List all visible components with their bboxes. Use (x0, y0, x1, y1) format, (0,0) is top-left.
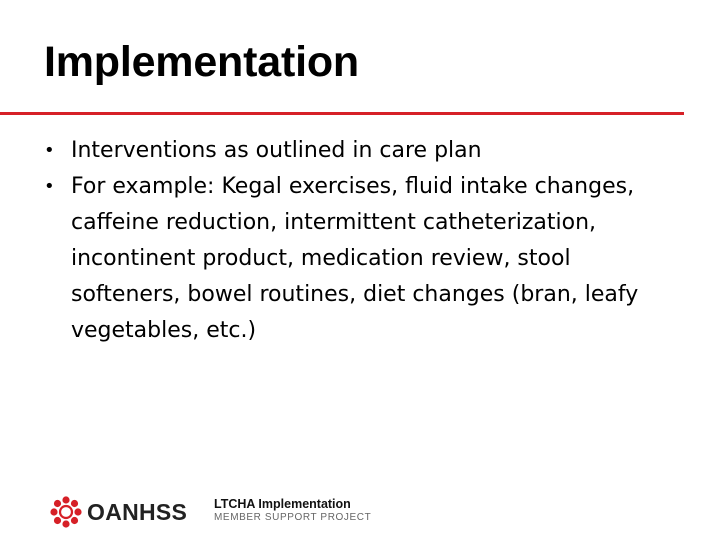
oanhss-flower-logo-icon (50, 496, 82, 528)
bullet-item (44, 169, 684, 349)
project-title: LTCHA Implementation (214, 497, 351, 511)
bullet-marker: • (44, 176, 55, 197)
project-label (214, 497, 371, 525)
bullet-text: For example: Kegal exercises, fluid intake changes, caffeine reduction, intermittent catheterization, incontinent product, medication review, stool softeners, bowel routines, diet changes (bran, leafy vegetables, etc.) (71, 174, 639, 343)
slide-title: Implementation (44, 38, 359, 86)
oanhss-logo (50, 493, 187, 531)
org-name: OANHSS (87, 498, 188, 525)
project-subtitle: MEMBER SUPPORT PROJECT (214, 512, 372, 523)
bullet-list (44, 133, 684, 349)
title-divider (0, 112, 684, 115)
bullet-marker: • (44, 140, 55, 161)
bullet-text: Interventions as outlined in care plan (71, 138, 482, 163)
bullet-item (44, 133, 684, 169)
